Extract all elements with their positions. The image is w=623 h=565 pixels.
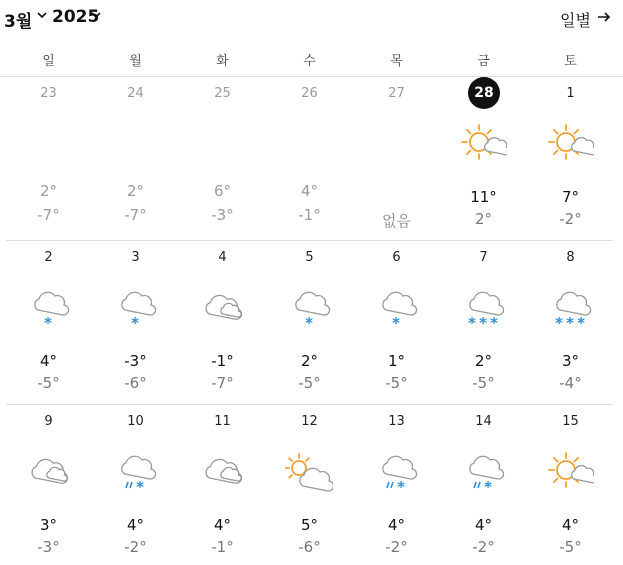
rain-snow-icon: [459, 448, 507, 496]
year-selector[interactable]: 2025: [52, 7, 100, 27]
heavy-snow-icon: [459, 284, 507, 332]
high-temperature: 2°: [300, 352, 319, 370]
day-cell[interactable]: [440, 82, 527, 232]
chevron-down-icon[interactable]: [90, 9, 102, 21]
day-cell[interactable]: [92, 82, 179, 232]
day-cell[interactable]: [179, 82, 266, 232]
low-temperature: -7°: [37, 206, 60, 224]
daily-view-link[interactable]: 일별: [560, 11, 591, 30]
weekday-label: 토: [564, 54, 577, 69]
low-temperature: -5°: [37, 374, 60, 392]
weekday-label: 월: [129, 54, 142, 69]
high-temperature: -1°: [211, 352, 234, 370]
day-cell[interactable]: [527, 82, 614, 232]
day-number: 6: [392, 250, 401, 265]
heavy-snow-icon: [546, 284, 594, 332]
low-temperature: -5°: [472, 374, 495, 392]
high-temperature: 4°: [126, 516, 145, 534]
svg-text:*: *: [490, 314, 498, 332]
day-number: 12: [301, 414, 318, 429]
low-temperature: -2°: [559, 210, 582, 228]
weekday-header: [0, 42, 623, 74]
rain-snow-icon: [111, 448, 159, 496]
sun-cloud-icon: [546, 448, 594, 496]
no-data-label: 없음: [382, 212, 411, 230]
day-number: 27: [388, 86, 405, 101]
day-cell[interactable]: [92, 410, 179, 560]
low-temperature: -7°: [211, 374, 234, 392]
snow-icon: [24, 284, 72, 332]
day-number: 2: [44, 250, 53, 265]
day-number: 25: [214, 86, 231, 101]
day-number: 7: [479, 250, 488, 265]
day-number: 23: [40, 86, 57, 101]
day-cell[interactable]: [179, 410, 266, 560]
sun-cloud-icon: [546, 120, 594, 168]
day-number: 1: [566, 86, 575, 101]
svg-text:*: *: [397, 478, 405, 496]
day-cell[interactable]: [266, 410, 353, 560]
high-temperature: 3°: [561, 352, 580, 370]
day-number: 3: [131, 250, 140, 265]
day-number: 9: [44, 414, 53, 429]
high-temperature: 6°: [213, 182, 232, 200]
high-temperature: 4°: [213, 516, 232, 534]
day-number: 11: [214, 414, 231, 429]
cloudy-icon: [198, 448, 246, 496]
day-cell[interactable]: [353, 410, 440, 560]
day-cell[interactable]: [5, 410, 92, 560]
divider: [0, 76, 623, 77]
day-cell[interactable]: [5, 82, 92, 232]
low-temperature: -2°: [124, 538, 147, 556]
month-selector[interactable]: 3월: [4, 12, 33, 32]
low-temperature: -2°: [385, 538, 408, 556]
today-date-badge: 28: [468, 77, 500, 109]
arrow-right-icon[interactable]: [596, 9, 612, 25]
snow-icon: [285, 284, 333, 332]
day-number: 13: [388, 414, 405, 429]
day-number: 24: [127, 86, 144, 101]
day-cell[interactable]: [5, 246, 92, 396]
low-temperature: -7°: [124, 206, 147, 224]
low-temperature: -1°: [298, 206, 321, 224]
day-number: 10: [127, 414, 144, 429]
svg-text:*: *: [131, 314, 139, 332]
low-temperature: -1°: [211, 538, 234, 556]
high-temperature: 4°: [387, 516, 406, 534]
day-cell[interactable]: [440, 410, 527, 560]
high-temperature: 4°: [474, 516, 493, 534]
low-temperature: -2°: [472, 538, 495, 556]
day-number: 5: [305, 250, 314, 265]
day-cell[interactable]: [353, 82, 440, 232]
high-temperature: 4°: [39, 352, 58, 370]
high-temperature: 3°: [39, 516, 58, 534]
low-temperature: -6°: [298, 538, 321, 556]
snow-icon: [111, 284, 159, 332]
cloudy-icon: [24, 448, 72, 496]
svg-text:*: *: [484, 478, 492, 496]
low-temperature: -5°: [298, 374, 321, 392]
high-temperature: 2°: [39, 182, 58, 200]
high-temperature: 2°: [474, 352, 493, 370]
svg-text:*: *: [136, 478, 144, 496]
svg-text:*: *: [392, 314, 400, 332]
weekday-label: 일: [42, 54, 55, 69]
low-temperature: -5°: [385, 374, 408, 392]
calendar-header: [0, 0, 623, 38]
low-temperature: -6°: [124, 374, 147, 392]
high-temperature: 7°: [561, 188, 580, 206]
high-temperature: 4°: [561, 516, 580, 534]
day-cell[interactable]: [527, 410, 614, 560]
cloudy-icon: [198, 284, 246, 332]
week-divider: [6, 240, 613, 241]
svg-text:*: *: [577, 314, 585, 332]
svg-text:*: *: [566, 314, 574, 332]
day-cell[interactable]: [179, 246, 266, 396]
svg-text:*: *: [479, 314, 487, 332]
high-temperature: 5°: [300, 516, 319, 534]
week-divider: [6, 404, 613, 405]
day-number: 14: [475, 414, 492, 429]
high-temperature: 1°: [387, 352, 406, 370]
rain-snow-icon: [372, 448, 420, 496]
day-cell[interactable]: [440, 246, 527, 396]
high-temperature: 11°: [470, 188, 497, 206]
weekday-label: 수: [303, 54, 316, 69]
svg-text:*: *: [468, 314, 476, 332]
day-cell[interactable]: [266, 82, 353, 232]
svg-text:*: *: [305, 314, 313, 332]
weekday-label: 목: [390, 54, 403, 69]
sun-cloud-icon: [459, 120, 507, 168]
low-temperature: -5°: [559, 538, 582, 556]
day-number: 8: [566, 250, 575, 265]
day-cell[interactable]: [266, 246, 353, 396]
svg-text:*: *: [555, 314, 563, 332]
chevron-down-icon[interactable]: [36, 9, 48, 21]
snow-icon: [372, 284, 420, 332]
svg-text:*: *: [44, 314, 52, 332]
high-temperature: 4°: [300, 182, 319, 200]
day-cell[interactable]: [527, 246, 614, 396]
low-temperature: -3°: [211, 206, 234, 224]
day-number: 15: [562, 414, 579, 429]
day-cell[interactable]: [92, 246, 179, 396]
weekday-label: 금: [477, 54, 490, 69]
weekday-label: 화: [216, 54, 229, 69]
day-number: 26: [301, 86, 318, 101]
high-temperature: 2°: [126, 182, 145, 200]
low-temperature: 2°: [474, 210, 493, 228]
day-number: 4: [218, 250, 227, 265]
low-temperature: -3°: [37, 538, 60, 556]
high-temperature: -3°: [124, 352, 147, 370]
partly-cloudy-icon: [285, 448, 333, 496]
day-cell[interactable]: [353, 246, 440, 396]
low-temperature: -4°: [559, 374, 582, 392]
